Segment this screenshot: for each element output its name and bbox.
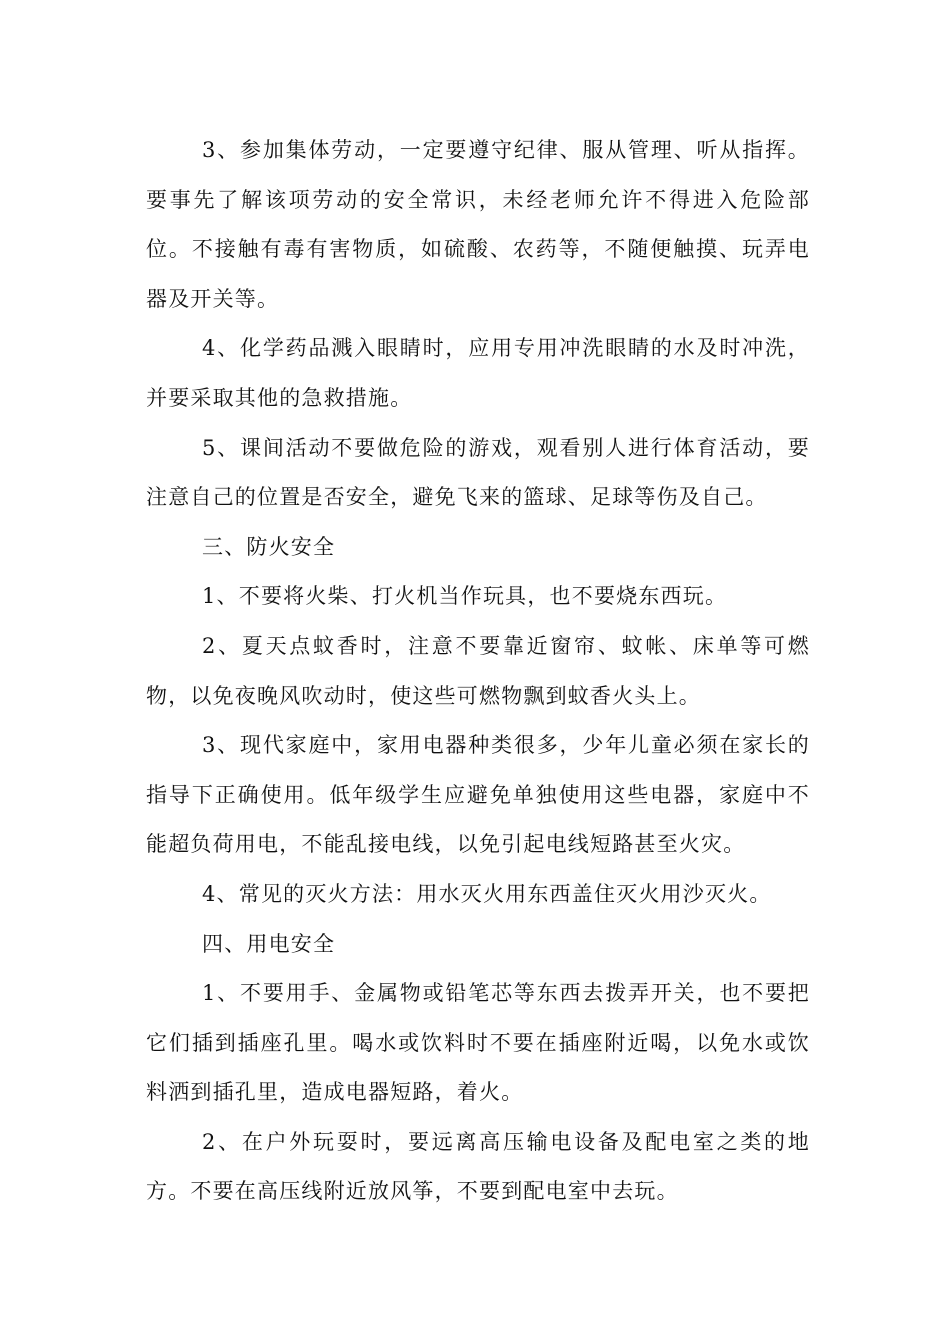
para-electric-1: 1、不要用手、金属物或铅笔芯等东西去拨弄开关，也不要把它们插到插座孔里。喝水或饮料时不要在插座附近喝，以免水或饮料洒到插孔里，造成电器短路，着火。: [146, 981, 810, 1105]
para-chemical-4: 4、化学药品溅入眼睛时，应用专用冲洗眼睛的水及时冲洗，并要采取其他的急救措施。: [146, 336, 810, 410]
para-fire-2: 2、夏天点蚊香时，注意不要靠近窗帘、蚊帐、床单等可燃物，以免夜晚风吹动时，使这些可燃物飘到蚊香火头上。: [146, 633, 810, 708]
para-recess-5: 5、课间活动不要做危险的游戏，观看别人进行体育活动，要注意自己的位置是否安全，避免飞来的篮球、足球等伤及自己。: [146, 435, 810, 510]
para-electric-2: 2、在户外玩耍时，要远离高压输电设备及配电室之类的地方。不要在高压线附近放风筝，不要到配电室中去玩。: [146, 1129, 810, 1204]
document-body: [146, 126, 810, 1217]
para-fire-4: 4、常见的灭火方法：用水灭火用东西盖住灭火用沙灭火。: [202, 881, 772, 906]
heading-fire-safety: 三、防火安全: [202, 534, 336, 559]
para-fire-3: 3、现代家庭中，家用电器种类很多，少年儿童必须在家长的指导下正确使用。低年级学生应避免单独使用这些电器，家庭中不能超负荷用电，不能乱接电线，以免引起电线短路甚至火灾。: [146, 733, 810, 857]
para-fire-1: 1、不要将火柴、打火机当作玩具，也不要烧东西玩。: [202, 584, 728, 609]
heading-electric-safety: 四、用电安全: [202, 931, 336, 956]
para-labor-3: 3、参加集体劳动，一定要遵守纪律、服从管理、听从指挥。要事先了解该项劳动的安全常识，未经老师允许不得进入危险部位。不接触有毒有害物质，如硫酸、农药等，不随便触摸、玩弄电器及开关等。: [146, 138, 810, 311]
